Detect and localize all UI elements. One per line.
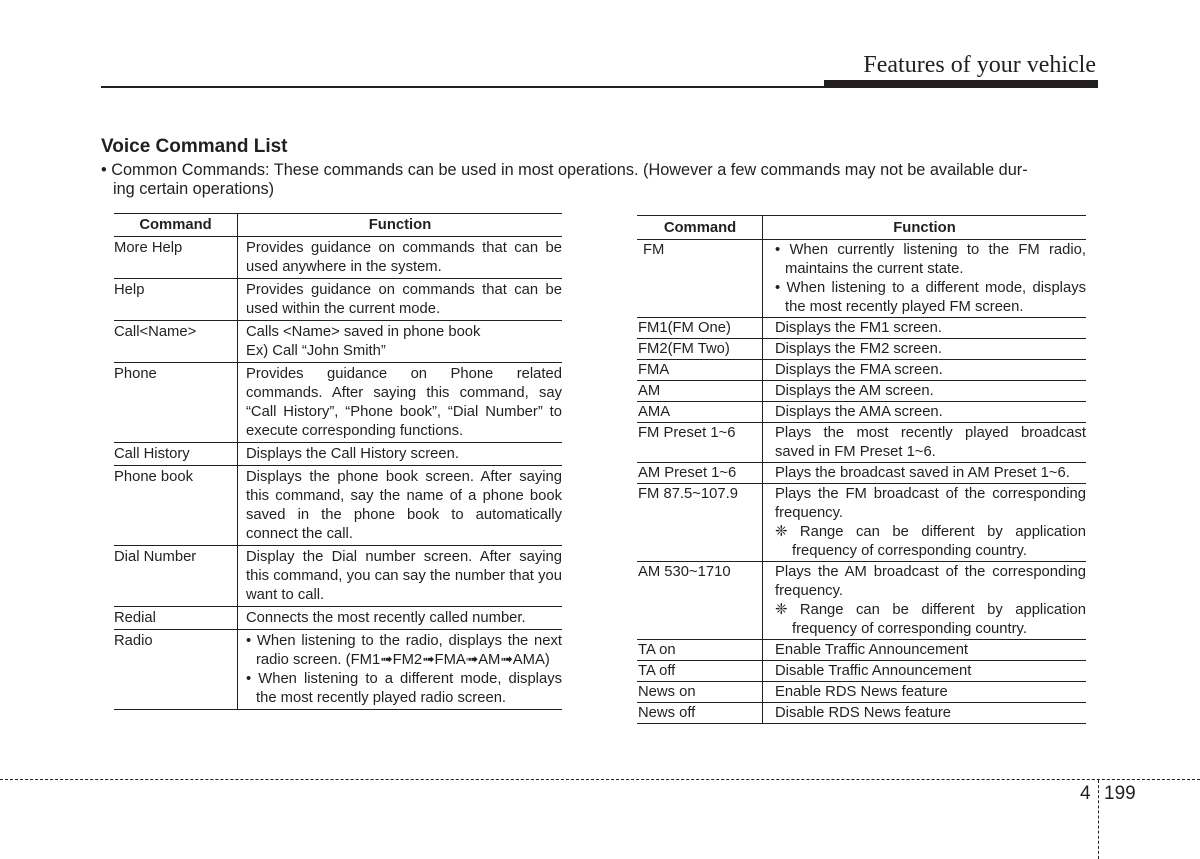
- function-cell: [763, 562, 1087, 640]
- function-cell: Displays the AM screen.: [775, 383, 934, 399]
- command-cell: AM Preset 1~6: [637, 463, 763, 484]
- function-cell: Enable RDS News feature: [775, 684, 948, 700]
- table-row: [114, 607, 562, 630]
- table-row: [114, 443, 562, 466]
- function-bullet: • When listening to a different mode, displays the most recently played FM screen.: [775, 280, 1086, 315]
- function-cell: Displays the AMA screen.: [775, 404, 943, 420]
- table-row: [114, 321, 562, 363]
- command-cell: AM: [637, 381, 763, 402]
- command-cell: Phone book: [114, 466, 238, 546]
- command-cell: News off: [637, 703, 763, 724]
- table-row: [114, 363, 562, 443]
- function-cell: Provides guidance on commands that can be used anywhere in the system.: [246, 240, 562, 275]
- function-cell: Disable Traffic Announcement: [775, 663, 972, 679]
- function-cell: [763, 484, 1087, 562]
- function-cell: Displays the FM2 screen.: [775, 341, 942, 357]
- column-header-command: Command: [114, 214, 238, 237]
- command-cell: Radio: [114, 630, 238, 710]
- function-example: Ex) Call “John Smith”: [246, 343, 386, 359]
- column-header-function: Function: [368, 217, 432, 233]
- command-cell: Call<Name>: [114, 321, 238, 363]
- intro-line-1: • Common Commands: These commands can be used in most operations. (However a few commands may not be available dur-: [101, 161, 1028, 179]
- function-cell: Displays the phone book screen. After saying this command, say the name of a phone book saved in the phone book to automatically connect the call.: [246, 469, 562, 542]
- table-row: [637, 240, 1086, 318]
- column-header-function: Function: [893, 220, 956, 236]
- function-cell: [238, 630, 563, 710]
- table-row: [114, 237, 562, 279]
- function-cell: Displays the FMA screen.: [775, 362, 943, 378]
- function-line: Plays the FM broadcast of the corresponding frequency.: [775, 486, 1086, 521]
- function-cell: Disable RDS News feature: [775, 705, 951, 721]
- table-row: [637, 402, 1086, 423]
- function-bullet: • When listening to the radio, displays the next radio screen. (FM1➟FM2➟FMA➟AM➟AMA): [246, 633, 562, 668]
- header-rule: [101, 86, 1098, 88]
- table-row: [637, 562, 1086, 640]
- command-cell: Call History: [114, 443, 238, 466]
- table-row: [637, 484, 1086, 562]
- table-header-row: [637, 216, 1086, 240]
- table-row: [114, 630, 562, 710]
- function-cell: Enable Traffic Announcement: [775, 642, 969, 658]
- function-cell: Displays the Call History screen.: [246, 446, 459, 462]
- command-cell: News on: [637, 682, 763, 703]
- table-row: [637, 381, 1086, 402]
- table-row: [637, 339, 1086, 360]
- command-cell: AMA: [637, 402, 763, 423]
- function-cell: Provides guidance on commands that can be used within the current mode.: [246, 282, 562, 317]
- footer-vertical-divider: [1098, 780, 1099, 859]
- function-cell: Connects the most recently called number.: [246, 610, 526, 626]
- command-cell: More Help: [114, 237, 238, 279]
- table-row: [114, 279, 562, 321]
- page-header-title: Features of your vehicle: [863, 52, 1096, 78]
- table-row: [637, 423, 1086, 463]
- function-bullet: • When currently listening to the FM radio, maintains the current state.: [775, 242, 1086, 277]
- command-cell: Help: [114, 279, 238, 321]
- command-cell: FM: [637, 240, 763, 318]
- command-cell: AM 530~1710: [637, 562, 763, 640]
- function-note: ❈ Range can be different by application frequency of corresponding country.: [775, 524, 1086, 559]
- command-cell: TA off: [637, 661, 763, 682]
- command-cell: Redial: [114, 607, 238, 630]
- table-row: [637, 360, 1086, 381]
- command-cell: Phone: [114, 363, 238, 443]
- page-number: 199: [1104, 783, 1136, 804]
- command-cell: FM 87.5~107.9: [637, 484, 763, 562]
- table-row: [637, 682, 1086, 703]
- table-header-row: [114, 214, 562, 237]
- function-line: Calls <Name> saved in phone book: [246, 324, 481, 340]
- function-cell: Plays the most recently played broadcast saved in FM Preset 1~6.: [775, 425, 1086, 460]
- table-row: [637, 463, 1086, 484]
- table-row: [637, 703, 1086, 724]
- intro-paragraph: [101, 161, 1099, 199]
- table-row: [637, 661, 1086, 682]
- command-cell: FMA: [637, 360, 763, 381]
- function-cell: Plays the broadcast saved in AM Preset 1~6.: [775, 465, 1070, 481]
- command-cell: TA on: [637, 640, 763, 661]
- function-bullet: • When listening to a different mode, displays the most recently played radio screen.: [246, 671, 562, 706]
- command-cell: FM2(FM Two): [637, 339, 763, 360]
- table-row: [114, 546, 562, 607]
- function-line: Plays the AM broadcast of the corresponding frequency.: [775, 564, 1086, 599]
- command-cell: FM1(FM One): [637, 318, 763, 339]
- left-command-table: [114, 213, 562, 710]
- function-cell: [238, 321, 563, 363]
- table-row: [637, 318, 1086, 339]
- function-cell: Displays the FM1 screen.: [775, 320, 942, 336]
- section-title: Voice Command List: [101, 136, 288, 157]
- function-note: ❈ Range can be different by application frequency of corresponding country.: [775, 602, 1086, 637]
- chapter-number: 4: [1080, 783, 1091, 804]
- function-cell: Provides guidance on Phone related commands. After saying this command, say “Call History”, “Phone book”, “Dial Number” to execute corresponding functions.: [246, 366, 562, 439]
- function-cell: [763, 240, 1087, 318]
- column-header-command: Command: [637, 216, 763, 240]
- right-command-table: [637, 215, 1086, 724]
- intro-line-2: ing certain operations): [113, 180, 275, 198]
- command-cell: FM Preset 1~6: [637, 423, 763, 463]
- table-row: [637, 640, 1086, 661]
- table-row: [114, 466, 562, 546]
- footer-dashed-rule: [0, 779, 1200, 780]
- function-cell: Display the Dial number screen. After saying this command, you can say the number that you want to call.: [246, 549, 562, 603]
- command-cell: Dial Number: [114, 546, 238, 607]
